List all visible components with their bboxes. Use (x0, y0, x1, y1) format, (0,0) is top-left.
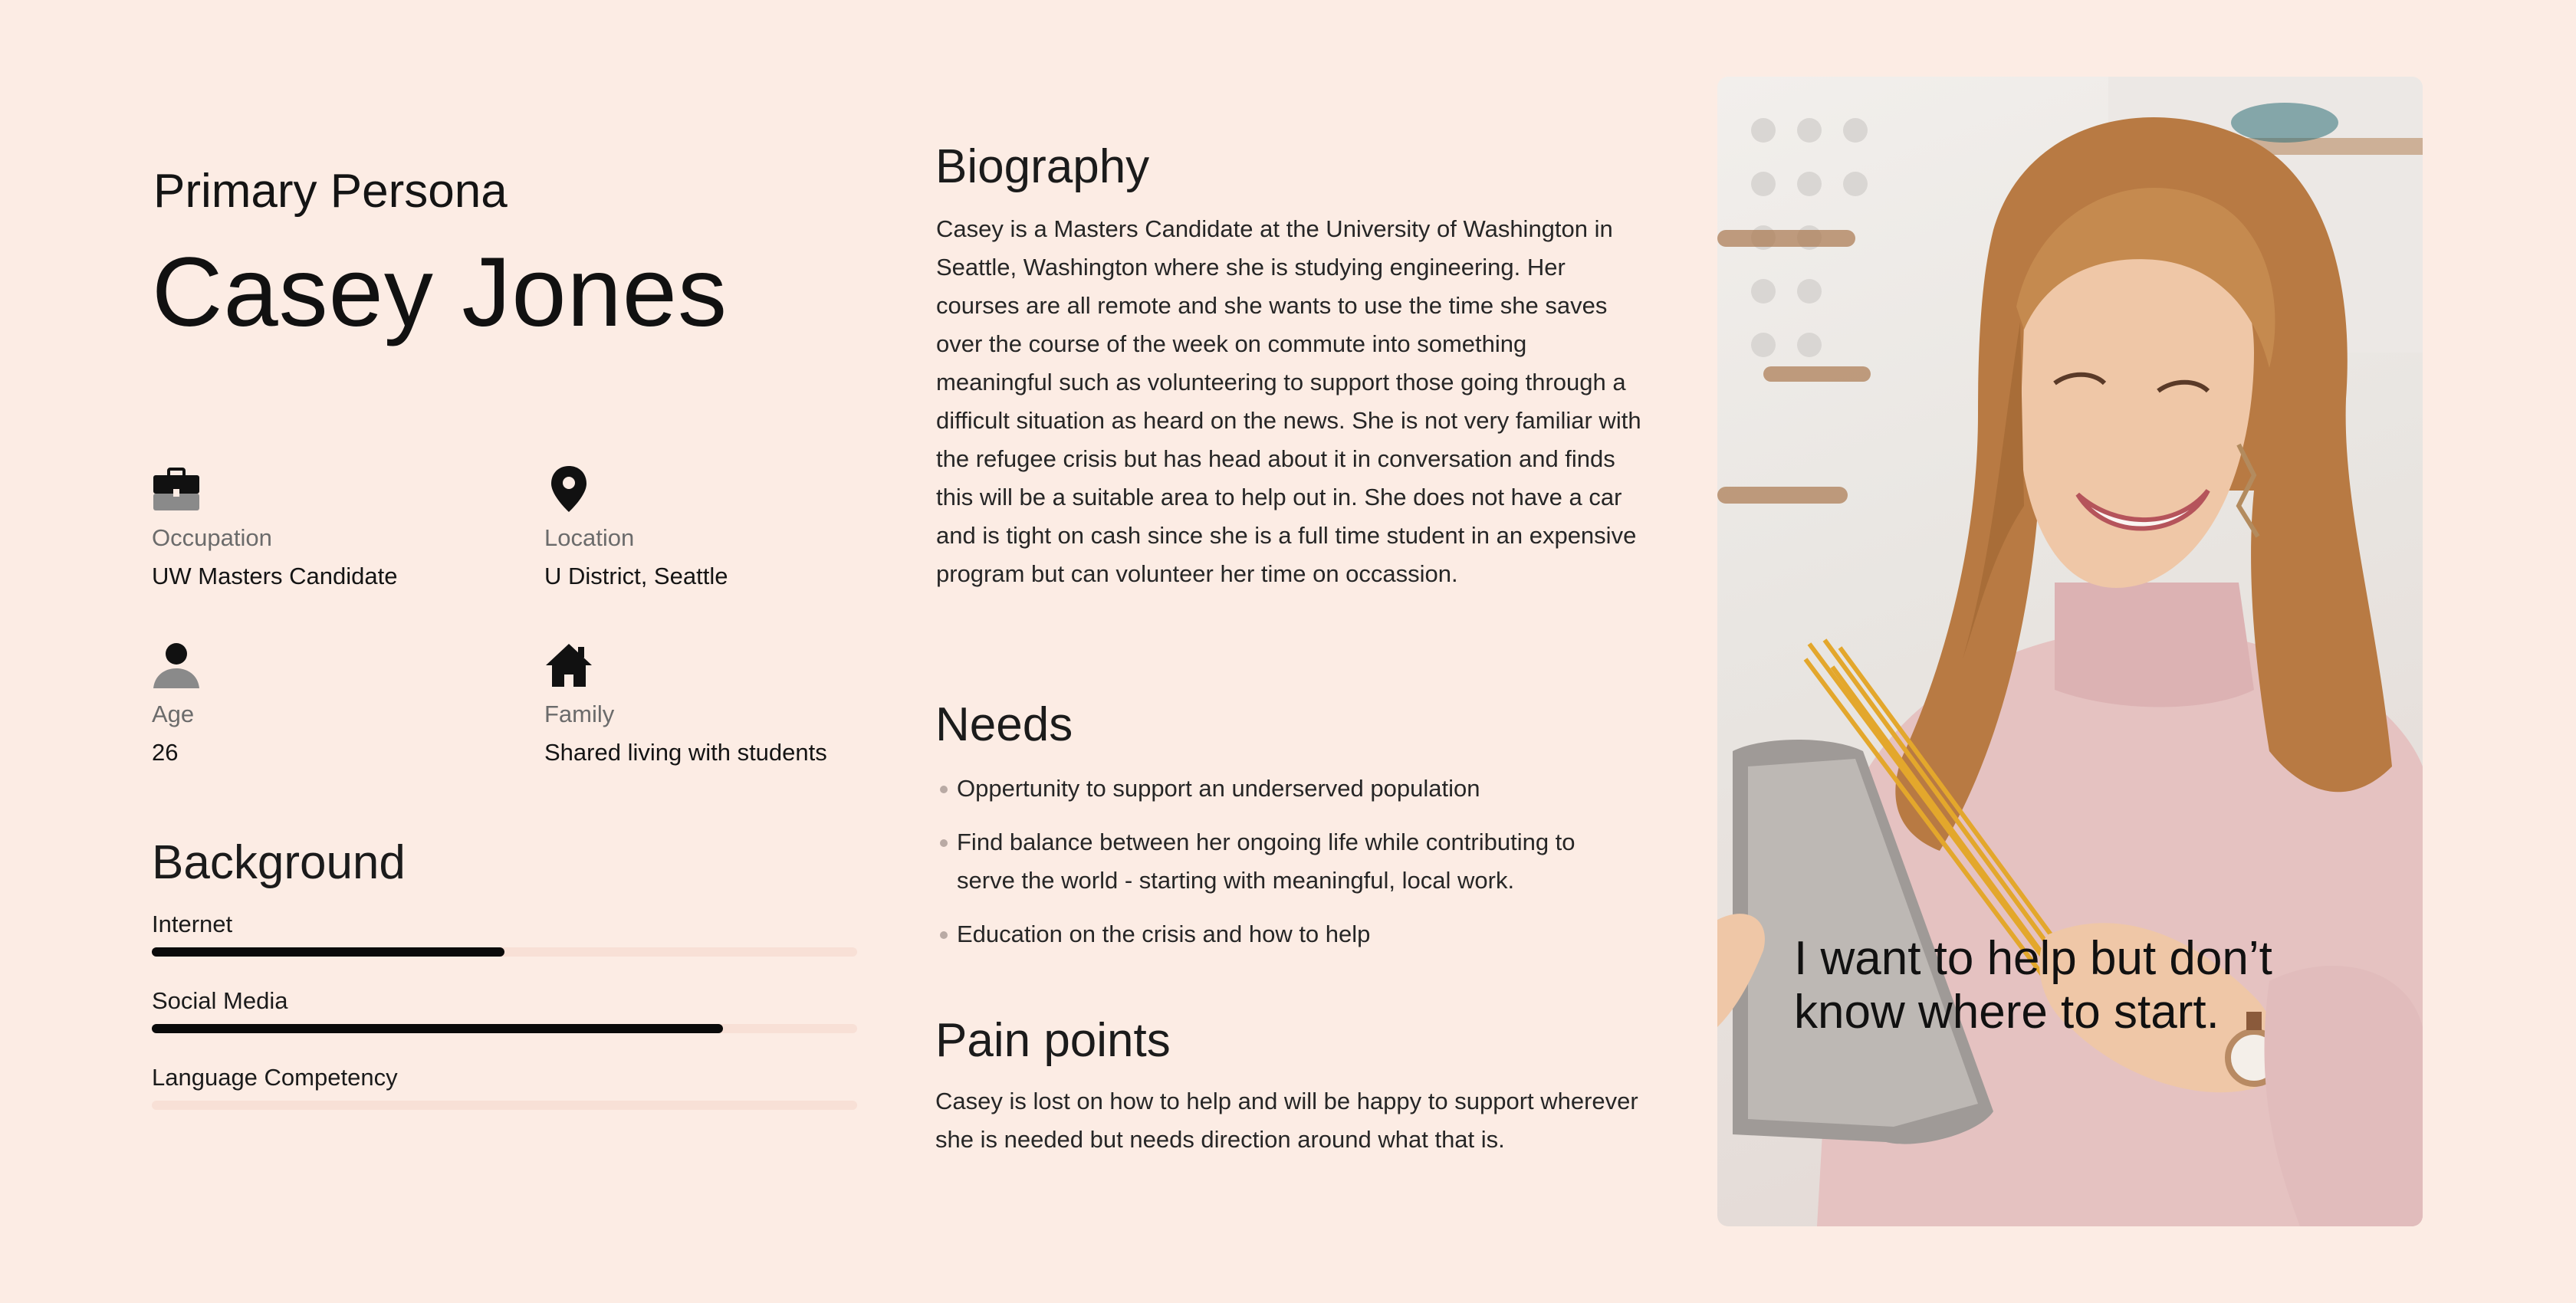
occupation-value: UW Masters Candidate (152, 563, 398, 589)
pain-points-text: Casey is lost on how to help and will be happy to support wherever she is needed but needs direction around what that is. (935, 1088, 1638, 1153)
fact-occupation (152, 464, 520, 590)
map-pin-icon (544, 464, 593, 514)
occupation-label: Occupation (152, 524, 272, 551)
location-value: U District, Seattle (544, 563, 728, 589)
fact-family (544, 641, 912, 766)
briefcase-icon (152, 464, 201, 514)
social-media-bar-fill (152, 1024, 723, 1033)
language-label: Language Competency (152, 1064, 398, 1091)
internet-label: Internet (152, 911, 233, 937)
needs-title: Needs (935, 698, 1073, 751)
family-label: Family (544, 701, 615, 727)
needs-item: Education on the crisis and how to help (937, 915, 1627, 953)
persona-label: Primary Persona (153, 165, 508, 218)
needs-list (937, 770, 1627, 969)
family-value: Shared living with students (544, 739, 827, 766)
internet-bar-track (152, 947, 857, 957)
social-media-bar-track (152, 1024, 857, 1033)
background-title: Background (152, 836, 406, 889)
needs-item: Find balance between her ongoing life while contributing to serve the world - starting with meaningful, local work. (937, 823, 1627, 900)
needs-item: Oppertunity to support an underserved population (937, 770, 1627, 808)
social-media-label: Social Media (152, 987, 288, 1014)
persona-photo (1717, 77, 2423, 1226)
persona-name: Casey Jones (152, 238, 728, 347)
biography-text: Casey is a Masters Candidate at the University of Washington in Seattle, Washington where she is studying engineering. Her courses are all remote and she wants to use the time she saves over the course of the week on commute into something meaningful such as volunteering to support those going through a difficult situation as heard on the news. She is not very familiar with the refugee crisis but has head about it in conversation and finds this will be a suitable area to help out in. She does not have a car and is tight on cash since she is a full time student in an expensive program but can volunteer her time on occassion. (936, 215, 1641, 587)
age-label: Age (152, 701, 195, 727)
person-icon (152, 641, 201, 690)
home-icon (544, 641, 593, 690)
fact-age (152, 641, 520, 766)
persona-photo-illustration (1717, 77, 2423, 1226)
age-value: 26 (152, 739, 179, 766)
language-bar-track (152, 1101, 857, 1110)
fact-location (544, 464, 912, 590)
location-label: Location (544, 524, 635, 551)
persona-quote: I want to help but don’t know where to start. (1794, 932, 2272, 1039)
pain-points-title: Pain points (935, 1014, 1171, 1067)
biography-title: Biography (935, 140, 1150, 193)
internet-bar-fill (152, 947, 504, 957)
